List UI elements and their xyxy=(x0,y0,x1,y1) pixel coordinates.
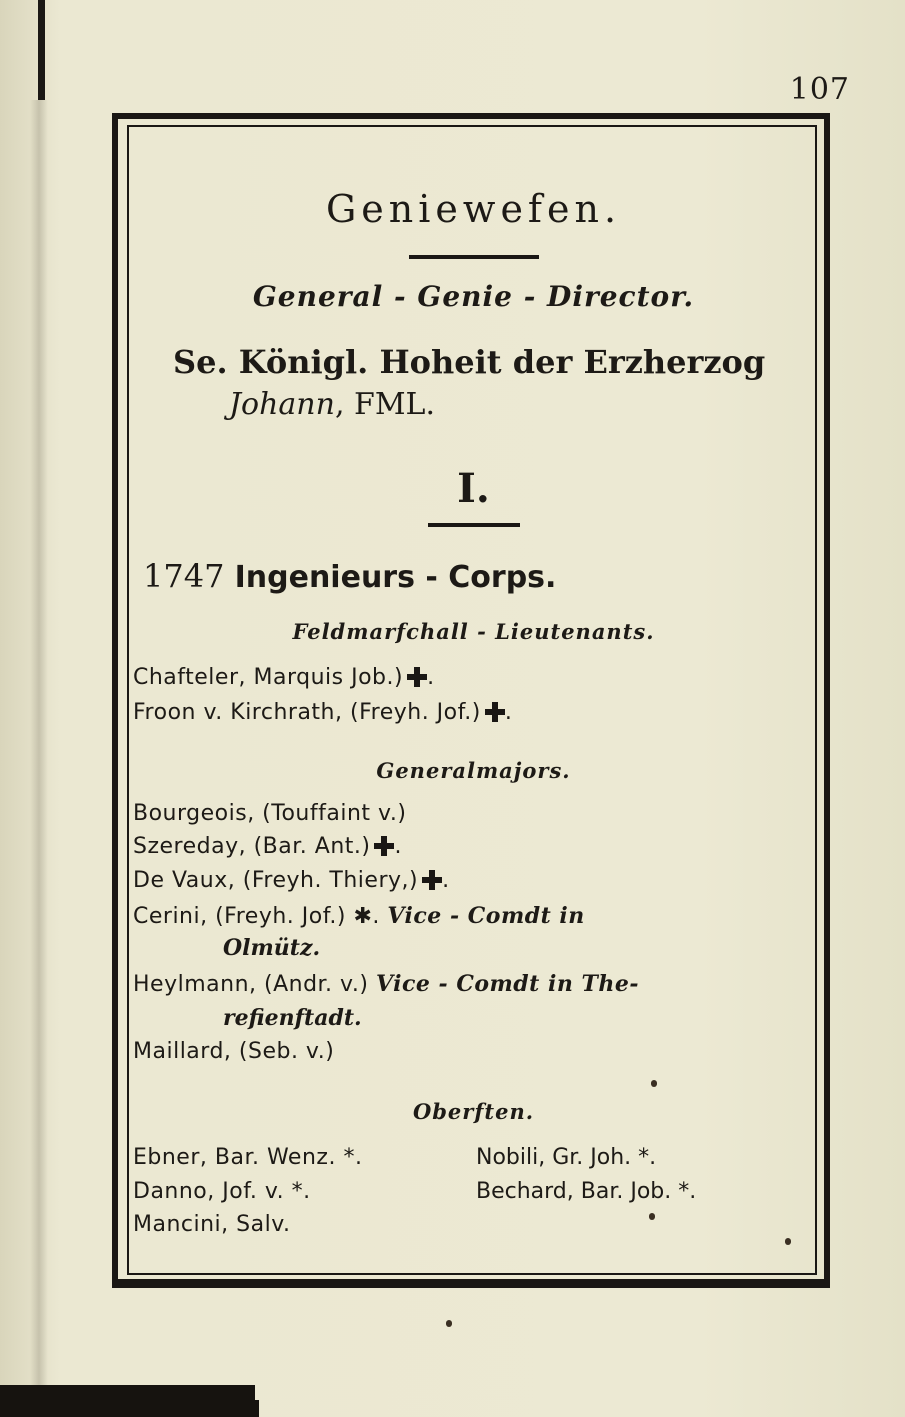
list-item: Froon v. Kirchrath, (Freyh. Jof.) . xyxy=(133,700,513,725)
feldmarschall-heading: Feldmarfchall - Lieutenants. xyxy=(292,619,655,644)
list-item: Nobili, Gr. Joh. *. xyxy=(476,1145,657,1170)
director-name: Johann xyxy=(229,387,335,422)
list-item: Ebner, Bar. Wenz. *. xyxy=(133,1145,363,1170)
director-heading: General - Genie - Director. xyxy=(252,280,695,313)
oberften-heading: Oberften. xyxy=(412,1099,535,1124)
order-cross-icon xyxy=(407,667,427,687)
list-item: De Vaux, (Freyh. Thiery,) . xyxy=(133,868,450,893)
list-item: Bourgeois, (Touffaint v.) xyxy=(133,801,407,826)
list-item: Bechard, Bar. Job. *. xyxy=(476,1179,697,1204)
divider-rule xyxy=(409,255,539,259)
entry-note: Vice - Comdt in xyxy=(387,903,585,929)
list-item: Szereday, (Bar. Ant.) . xyxy=(133,834,402,859)
order-cross-icon xyxy=(422,870,442,890)
order-cross-icon xyxy=(374,836,394,856)
divider-rule xyxy=(428,523,520,527)
list-item: Maillard, (Seb. v.) xyxy=(133,1039,335,1064)
scan-edge-notch xyxy=(255,1400,259,1417)
ink-speck xyxy=(446,1320,452,1327)
ink-speck xyxy=(651,1080,657,1087)
binding-edge xyxy=(38,0,45,100)
binding-shadow xyxy=(30,100,48,1417)
order-cross-icon xyxy=(485,702,505,722)
entry-note-continuation: refienftadt. xyxy=(223,1005,362,1031)
director-name-line xyxy=(229,387,435,422)
page-content xyxy=(131,125,816,1270)
entry-note: Vice - Comdt in The- xyxy=(375,971,639,997)
list-item: Heylmann, (Andr. v.) Vice - Comdt in The- xyxy=(133,971,639,997)
list-item: Danno, Jof. v. *. xyxy=(133,1179,311,1204)
corps-name: Ingenieurs - Corps. xyxy=(234,560,557,595)
list-item: Chafteler, Marquis Job.) . xyxy=(133,665,435,690)
section-title: Geniewefen. xyxy=(325,187,622,231)
scan-edge xyxy=(0,1385,255,1417)
list-item: Cerini, (Freyh. Jof.) ✱. Vice - Comdt in xyxy=(133,903,585,929)
corps-heading xyxy=(143,557,556,595)
ink-speck xyxy=(649,1213,655,1220)
section-number: I. xyxy=(457,465,490,512)
corps-year: 1747 xyxy=(143,557,225,595)
director-rank: , FML. xyxy=(334,387,436,422)
generalmajors-heading: Generalmajors. xyxy=(376,758,571,783)
entry-note-continuation: Olmütz. xyxy=(223,935,321,961)
ink-speck xyxy=(785,1238,791,1245)
list-item: Mancini, Salv. xyxy=(133,1212,291,1237)
page-number: 107 xyxy=(789,72,850,107)
director-title: Se. Königl. Hoheit der Erzherzog xyxy=(173,343,766,381)
